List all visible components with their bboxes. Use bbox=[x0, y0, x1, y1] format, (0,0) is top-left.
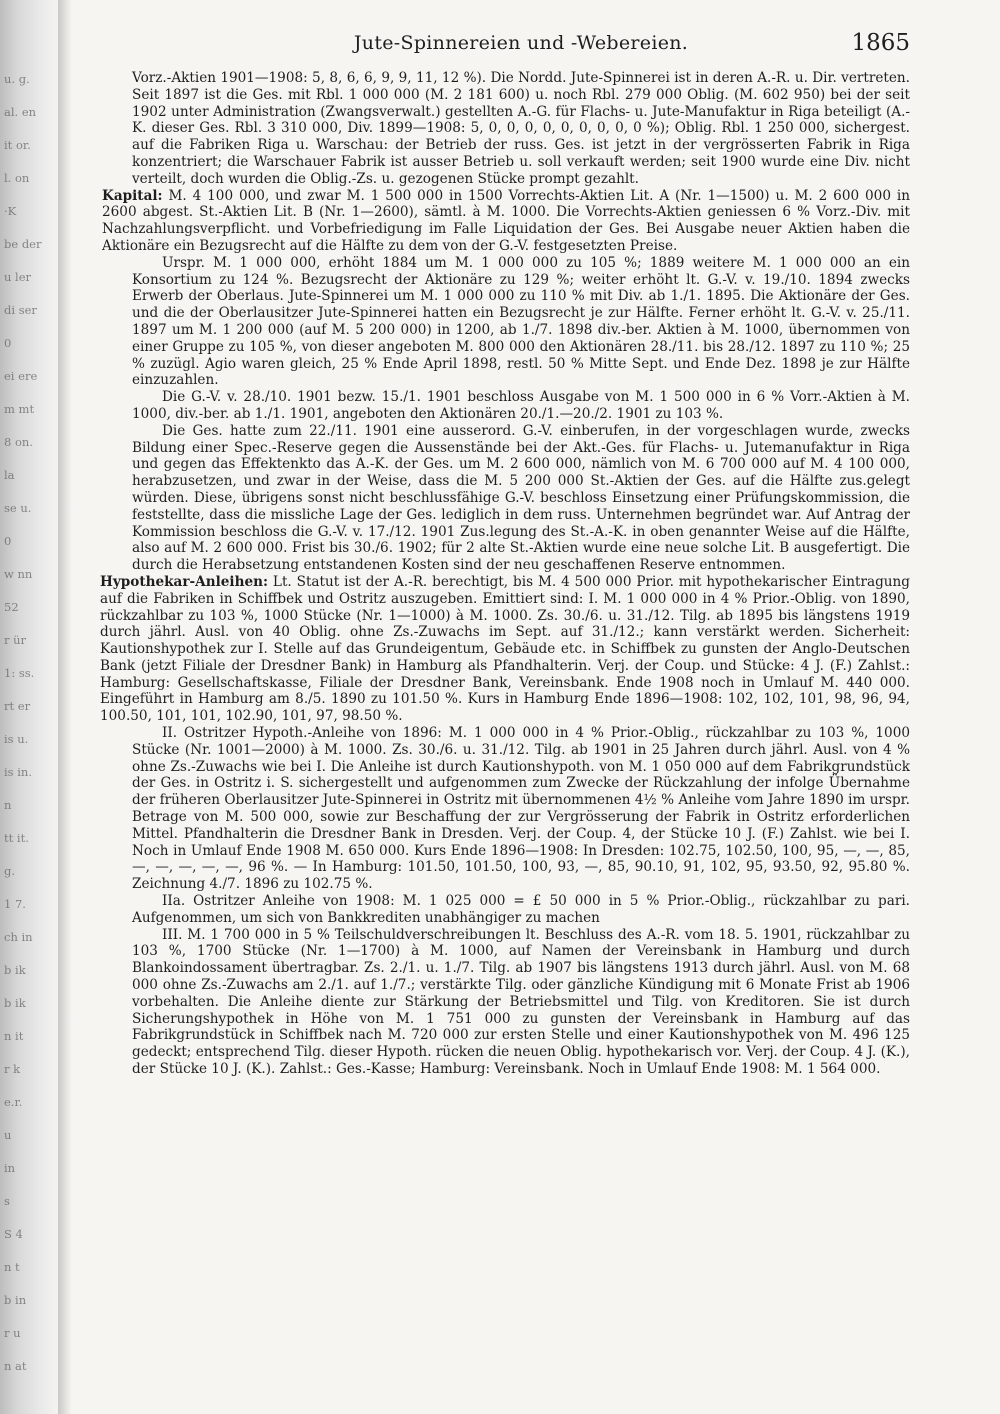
gutter-fragment: is u. bbox=[4, 732, 29, 746]
gutter-fragment: ei ere bbox=[4, 369, 38, 383]
paragraph-dividend-note: Vorz.-Aktien 1901—1908: 5, 8, 6, 6, 9, 9, 11, 12 %). Die Nordd. Jute-Spinnerei ist in deren A.-R. u. Dir. vertreten. Seit 1897 ist die Ges. mit Rbl. 1 000 000 (M. 2 181 600) u. noch Rbl. 279 000 Oblig. (M. 602 950) bei der seit 1902 unter Administration (Zwangsverwalt.) gestellten A.-G. für Flachs- u. Jute-Manufaktur in Riga beteiligt (A.-K. dieser Ges. Rbl. 3 310 000, Div. 1899—1908: 5, 0, 0, 0, 0, 0, 0, 0, 0, 0 %); Oblig. Rbl. 1 250 000, sichergest. auf die Fabriken Riga u. Warschau: der Betrieb der russ. Ges. ist jetzt in der vergrösserten Fabrik in Riga konzentriert; die Warschauer Fabrik ist ausser Betrieb u. soll verkauft werden; seit 1900 wurde eine Div. nicht verteilt, doch wurden die Oblig.-Zs. u. gezogenen Stücke prompt gezahlt. bbox=[132, 70, 910, 187]
gutter-fragment: it or. bbox=[4, 138, 31, 152]
gutter-fragment: n at bbox=[4, 1359, 27, 1373]
gutter-fragment: l. on bbox=[4, 171, 30, 185]
gutter-fragment: s bbox=[4, 1194, 10, 1208]
section-text-hypothekar: Lt. Statut ist der A.-R. berechtigt, bis M. 4 500 000 Prior. mit hypothekarischer Eintragung auf die Fabriken in Schiffbek und Ostritz auszugeben. Emittiert sind: I. M. 1 000 000 in 4 % Prior.-Oblig. von 1890, rückzahlbar zu 103 %, 1000 Stücke (Nr. 1—1000) à M. 1000. Zs. 30./6. u. 31./12. Tilg. ab 1895 bis längstens 1919 durch jährl. Ausl. von 40 Oblig. ohne Zs.-Zuwachs im Sept. auf 31./12.; kann verstärkt werden. Sicherheit: Kautionshypothek zur I. Stelle auf das Grundeigentum, Gebäude etc. in Schiffbek zu gunsten der Anglo-Deutschen Bank (jetzt Filiale der Dresdner Bank) in Hamburg als Pfandhalterin. Verj. der Coup. und Stücke: 4 J. (F.) Zahlst.: Hamburg: Gesellschaftskasse, Filiale der Dresdner Bank, Vereinsbank. Ende 1908 noch in Umlauf M. 440 000. Eingeführt in Hamburg am 8./5. 1890 zu 101.50 %. Kurs in Hamburg Ende 1896—1908: 102, 102, 101, 98, 96, 94, 100.50, 101, 101, 102.90, 101, 97, 98.50 %. bbox=[100, 573, 910, 725]
section-hypothekar-anleihen bbox=[100, 574, 910, 725]
running-title: Jute-Spinnereien und -Webereien. bbox=[353, 32, 689, 54]
gutter-fragment: rt er bbox=[4, 699, 31, 713]
gutter-fragment: n t bbox=[4, 1260, 20, 1274]
gutter-fragment: e.r. bbox=[4, 1095, 23, 1109]
paragraph-ostritz-1908: IIa. Ostritzer Anleihe von 1908: M. 1 025 000 = £ 50 000 in 5 % Prior.-Oblig., rückzahlbar zu pari. Aufgenommen, um sich von Bankkrediten unabhängiger zu machen bbox=[132, 893, 910, 926]
gutter-fragment: al. en bbox=[4, 105, 37, 119]
paragraph-capital-history: Urspr. M. 1 000 000, erhöht 1884 um M. 1 000 000 zu 105 %; 1889 weitere M. 1 000 000 an ein Konsortium zu 124 %. Bezugsrecht der Aktionäre zu 129 %; weiter erhöht lt. G.-V. v. 19./10. 1894 zwecks Erwerb der Oberlaus. Jute-Spinnerei um M. 1 000 000 zu 110 % mit Div. ab 1./1. 1895. Die Aktionäre der Ges. und die der Oberlausitzer Jute-Spinnerei hatten ein Bezugsrecht je zur Hälfte. Ferner erhöht lt. G.-V. v. 25./11. 1897 um M. 1 200 000 (auf M. 5 200 000) in 1200, ab 1./7. 1898 div.-ber. Aktien à M. 1000, übernommen von einer Gruppe zu 105 %, von dieser angeboten M. 800 000 den Aktionären 28./11. bis 28./12. 1897 zu 110 %; 25 % zuzügl. Agio waren gleich, 25 % Ende April 1898, restl. 50 % Mitte Sept. und Ende Dez. 1898 je zur Hälfte einzuzahlen. bbox=[132, 254, 910, 389]
page-header bbox=[132, 30, 910, 58]
paragraph-gv-1901: Die G.-V. v. 28./10. 1901 bezw. 15./1. 1901 beschloss Ausgabe von M. 1 500 000 in 6 % Vorr.-Aktien à M. 1000, div.-ber. ab 1./1. 1901, angeboten den Aktionären 20./1.—20./2. 1901 zu 103 %. bbox=[132, 389, 910, 422]
gutter-fragment: u bbox=[4, 1128, 12, 1142]
gutter-shadow bbox=[58, 0, 72, 1414]
section-label-kapital: Kapital: bbox=[102, 187, 163, 204]
gutter-fragment: 1 7. bbox=[4, 897, 26, 911]
gutter-fragment: se u. bbox=[4, 501, 32, 515]
gutter-fragment: 0 bbox=[4, 336, 12, 350]
gutter-fragment: u ler bbox=[4, 270, 32, 284]
gutter-fragment: r ür bbox=[4, 633, 27, 647]
gutter-fragment: n bbox=[4, 798, 12, 812]
section-label-hypothekar: Hypothekar-Anleihen: bbox=[100, 573, 268, 590]
paragraph-reduction: Die Ges. hatte zum 22./11. 1901 eine ausserord. G.-V. einberufen, in der vorgeschlagen wurde, zwecks Bildung einer Spec.-Reserve gegen die Aussenstände bei der Akt.-Ges. für Flachs- u. Jutemanufaktur in Riga und gegen das Effektenkto das A.-K. der Ges. um M. 2 600 000, nämlich von M. 6 700 000 auf M. 4 100 000, herabzusetzen, und zwar in der Weise, dass die M. 5 200 000 St.-Aktien der Ges. auf die Hälfte zus.gelegt würden. Diese, übrigens sonst nicht beschlussfähige G.-V. beschloss Einsetzung einer Prüfungskommission, die feststellte, dass die missliche Lage der Ges. lediglich in dem russ. Unternehmen begründet war. Auf Antrag der Kommission beschloss die G.-V. v. 17./12. 1901 Zus.legung des St.-A.-K. in oben genannter Weise auf die Hälfte, also auf M. 2 600 000. Frist bis 30./6. 1902; für 2 alte St.-Aktien wurde eine neue solche Lit. B ausgefertigt. Die durch die Herabsetzung entstandenen Kosten sind der neu geschaffenen Reserve entnommen. bbox=[132, 422, 910, 574]
section-text-kapital: M. 4 100 000, und zwar M. 1 500 000 in 1500 Vorrechts-Aktien Lit. A (Nr. 1—1500) u. M. 2 600 000 in 2600 abgest. St.-Aktien Lit. B (Nr. 1—2600), sämtl. à M. 1000. Die Vorrechts-Aktien geniessen 6 % Vorz.-Div. mit Nachzahlungsverpflicht. und Vorbefriedigung im Falle Liquidation der Ges. Bei Ausgabe neuer Aktien haben die Aktionäre ein Bezugsrecht auf die Hälfte zu dem von der G.-V. festgesetzten Preise. bbox=[102, 187, 910, 254]
page-body bbox=[100, 70, 910, 1078]
gutter-fragment: n it bbox=[4, 1029, 24, 1043]
gutter-fragment: S 4 bbox=[4, 1227, 23, 1241]
gutter-fragment: ·K bbox=[4, 204, 17, 218]
gutter-fragment: tt it. bbox=[4, 831, 29, 845]
gutter-fragment: 0 bbox=[4, 534, 12, 548]
gutter-fragment: b in bbox=[4, 1293, 27, 1307]
gutter-fragment: 8 on. bbox=[4, 435, 33, 449]
gutter-fragment: m mt bbox=[4, 402, 35, 416]
gutter-fragment: b ik bbox=[4, 996, 26, 1010]
paragraph-ostritz-loan: II. Ostritzer Hypoth.-Anleihe von 1896: M. 1 000 000 in 4 % Prior.-Oblig., rückzahlbar zu 103 %, 1000 Stücke (Nr. 1001—2000) à M. 1000. Zs. 30./6. u. 31./12. Tilg. ab 1901 in 25 Jahren durch jährl. Ausl. von 4 % ohne Zs.-Zuwachs wie bei I. Die Anleihe ist durch Kautionshypoth. von M. 1 050 000 auf dem Fabrikgrundstück der Ges. in Ostritz i. S. sichergestellt und aufgenommen zum Zwecke der Rückzahlung der infolge Übernahme der früheren Oberlausitzer Jute-Spinnerei in Ostritz mit übernommenen 4½ % Anleihe vom Jahre 1890 im urspr. Betrage von M. 500 000, sowie zur Beschaffung der zur Vergrösserung der Fabrik in Ostritz erforderlichen Mittel. Pfandhalterin die Dresdner Bank in Dresden. Verj. der Coup. 4, der Stücke 10 J. (F.) Zahlst. wie bei I. Noch in Umlauf Ende 1908 M. 650 000. Kurs Ende 1896—1908: In Dresden: 102.75, 102.50, 100, 95, —, —, 85, —, —, —, —, —, 96 %. — In Hamburg: 101.50, 101.50, 100, 93, —, 85, 90.10, 91, 102, 95, 93.50, 92, 95.80 %. Zeichnung 4./7. 1896 zu 102.75 %. bbox=[132, 725, 910, 893]
gutter-fragment: w nn bbox=[4, 567, 33, 581]
gutter-fragment: di ser bbox=[4, 303, 37, 317]
gutter-fragment: be der bbox=[4, 237, 42, 251]
gutter-fragment: la bbox=[4, 468, 15, 482]
gutter-fragment: r k bbox=[4, 1062, 21, 1076]
gutter-fragment: in bbox=[4, 1161, 16, 1175]
gutter-fragment: 52 bbox=[4, 600, 19, 614]
gutter-fragment: r u bbox=[4, 1326, 21, 1340]
gutter-fragment: ch in bbox=[4, 930, 33, 944]
gutter-fragment: 1: ss. bbox=[4, 666, 35, 680]
paragraph-teilschuld: III. M. 1 700 000 in 5 % Teilschuldverschreibungen lt. Beschluss des A.-R. vom 18. 5. 1901, rückzahlbar zu 103 %, 1700 Stücke (Nr. 1—1700) à M. 1000, auf Namen der Vereinsbank in Hamburg und durch Blankoindossament übertragbar. Zs. 2./1. u. 1./7. Tilg. ab 1907 bis längstens 1913 durch jährl. Ausl. von M. 68 000 ohne Zs.-Zuwachs am 2./1. auf 1./7.; verstärkte Tilg. oder gänzliche Kündigung mit 6 Monate Frist ab 1906 vorbehalten. Die Anleihe diente zur Stärkung der Betriebsmittel und Tilg. von Kreditoren. Sie ist durch Sicherungshypothek in Höhe von M. 1 751 000 zu gunsten der Vereinsbank in Hamburg auf das Fabrikgrundstück in Schiffbek nach M. 720 000 zur ersten Stelle und einer Kautionshypothek von M. 496 125 gedeckt; entsprechend Tilg. dieser Hypoth. rücken die neuen Oblig. hypothekarisch vor. Verj. der Coup. 4 J. (K.), der Stücke 10 J. (K.). Zahlst.: Ges.-Kasse; Hamburg: Vereinsbank. Noch in Umlauf Ende 1908: M. 1 564 000. bbox=[132, 926, 910, 1078]
page-number: 1865 bbox=[851, 30, 910, 56]
gutter-fragment: b ik bbox=[4, 963, 26, 977]
gutter-fragment: u. g. bbox=[4, 72, 30, 86]
gutter-fragment: g. bbox=[4, 864, 16, 878]
section-kapital bbox=[102, 188, 910, 255]
gutter-fragment: is in. bbox=[4, 765, 32, 779]
